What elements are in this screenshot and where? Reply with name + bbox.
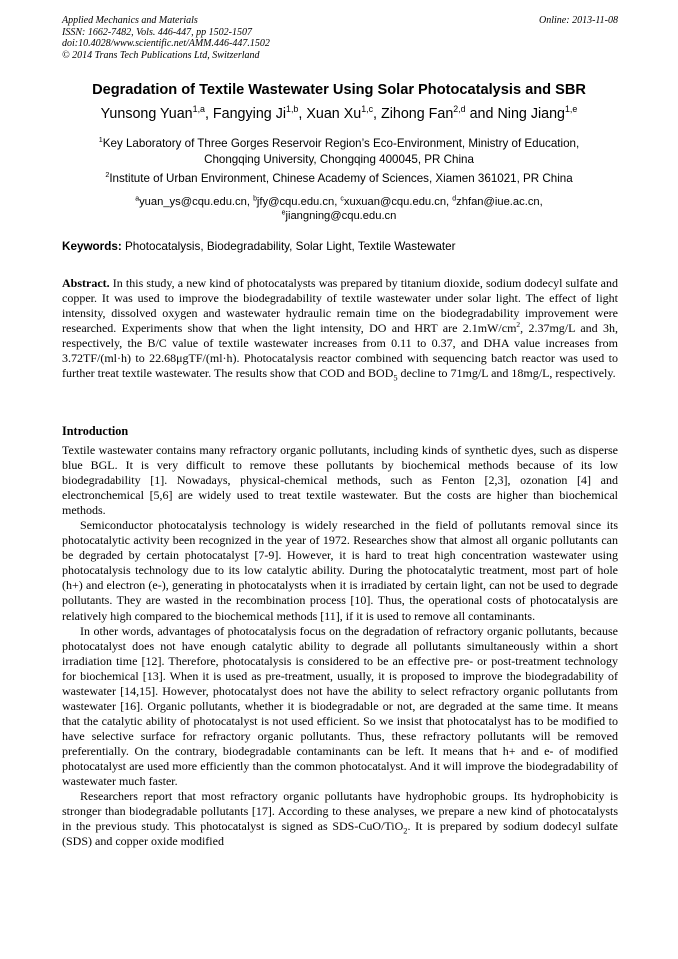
online-date: Online: 2013-11-08 [539,15,618,26]
keywords-label: Keywords: [62,240,122,253]
author-affil-marker: 1,b [286,104,299,115]
author-name: Xuan Xu [306,106,362,122]
abstract [62,276,618,381]
paragraph: In other words, advantages of photocatalysis focus on the degradation of refractory organic pollutants, because photocatalyst does not have enough catalytic ability to degrade all pollutants simultaneously within a short irradiation time [12]. Therefore, photocatalysis is considered to be an effective pre- or post-treatment technology for biochemical [13]. When it is used as pre-treatment, usually, it is proposed to improve the biodegradability of wastewater [14,15]. However, photocatalyst does not have the ability to select refractory organic pollutants from wastewater [16]. Organic pollutants, whether it is biodegradable or not, are degraded at the same time. It means that the catalytic ability of photocatalyst is not used efficient. So we insist that photocatalyst has to be modified to have selective surface for refractory organic pollutants. Thus, these refractory pollutants will be removed preferentially. On the contrary, biodegradable contaminants can be left. It means that h+ and e- of modified photocatalyst are used more efficiently than the common photocatalyst. And it will improve the biodegradability of wastewater much faster. [62,623,618,789]
paragraph: Semiconductor photocatalysis technology is widely researched in the field of pollutants removal since its photocatalytic activity been recognized in the year of 1972. Researches show that almost all organic pollutants can be degraded by certain photocatalyst [7-9]. However, it is hard to treat high concentration wastewater using photocatalysis technology due to its low catalytic ability. During the photocatalytic treatment, most part of hole (h+) and electron (e-), generating in photocatalysts when it is irradiated by certain light, can not be used to degrade pollutants. They are wasted in the recombination process [10]. Thus, the operational costs of photocatalysis are relatively high compared to the biochemical methods [11], if it is used to remove all contaminants. [62,518,618,623]
email-c: xuxuan@cqu.edu.cn, [343,196,453,208]
abstract-label: Abstract. [62,276,110,290]
paragraph-subscript: 2 [403,826,408,836]
author-separator: , [298,106,307,122]
email-d: zhfan@iue.ac.cn, [456,196,543,208]
affiliation-2-text: Institute of Urban Environment, Chinese Academy of Sciences, Xiamen 361021, PR China [109,172,573,185]
author-affil-marker: 1,c [361,104,374,115]
author-affil-marker: 2,d [453,104,466,115]
paragraph: Textile wastewater contains many refractory organic pollutants, including kinds of synthetic dyes, such as disperse blue BGL. It is very difficult to remove these pollutants by biochemical methods because of its low biodegradability [1]. Nowadays, physical-chemical methods, such as Fenton [2,3], ozonation [4] and electronchemical [5,6] are widely used to treat textile wastewater. But the costs are higher than biochemical methods. [62,443,618,518]
author-name: Yunsong Yuan [100,106,193,122]
author-emails [40,195,638,223]
email-marker: b [253,195,257,203]
section-heading-introduction: Introduction [62,424,129,438]
affiliation-2 [40,171,638,187]
paragraph [62,789,618,849]
email-a: yuan_ys@cqu.edu.cn, [139,196,254,208]
issn-line: ISSN: 1662-7482, Vols. 446-447, pp 1502-1507 [62,26,252,38]
abstract-text: In this study, a new kind of photocatalysts was prepared by titanium dioxide, sodium dodecyl sulfate and copper. It was used to improve the biodegradability of textile wastewater under solar light. The effect of light intensity, dissolved oxygen and wastewater hydraulic remain time on the biodegradability improvement were researched. Experiments show that when the light intensity, DO and HRT are 2.1mW/cm [62,276,618,336]
email-marker: e [281,209,286,217]
affiliation-1 [40,136,638,168]
email-b: jfy@cqu.edu.cn, [256,196,341,208]
affiliation-marker: 2 [105,170,110,180]
email-marker: d [452,195,457,203]
journal-name: Applied Mechanics and Materials [62,15,198,26]
introduction-body [62,443,618,849]
author-name: Ning Jiang [497,106,565,122]
abstract-subscript: 5 [393,373,398,383]
paragraph-text: Researchers report that most refractory organic pollutants have hydrophobic groups. Its hydrophobicity is stronger than biodegradable pollutants [17]. According to these analyses, we prepare a new kind of photocatalysts in the previous study. This photocatalyst is signed as SDS-CuO/TiO [62,789,618,834]
paper-title: Degradation of Textile Wastewater Using Solar Photocatalysis and SBR [92,82,586,98]
doi-line: doi:10.4028/www.scientific.net/AMM.446-447.1502 [62,38,270,49]
author-affil-marker: 1,a [192,104,205,115]
copyright-line: © 2014 Trans Tech Publications Ltd, Switzerland [62,49,260,61]
abstract-superscript: 2 [516,320,521,330]
author-name: Zihong Fan [380,106,454,122]
author-separator: , [373,106,381,122]
email-marker: c [340,195,344,203]
abstract-text: , 2.37mg/L and 3h, respectively, the B/C value of textile wastewater increases from 0.11 to 0.37, and DHA value increases from 3.72TF/(ml·h) to 22.68μgTF/(ml·h). Photocatalysis reactor combined with sequencing batch reactor was used to further treat textile wastewater. The results show that COD and BOD [62,321,618,381]
affiliation-1-line-1: Key Laboratory of Three Gorges Reservoir Region’s Eco-Environment, Ministry of Education, [102,137,580,150]
affiliation-marker: 1 [98,135,103,145]
author-separator: and [465,106,498,122]
abstract-text: decline to 71mg/L and 18mg/L, respectively. [397,366,616,381]
journal-header [62,15,618,61]
email-e: jiangning@cqu.edu.cn [285,210,397,222]
keywords-text: Photocatalysis, Biodegradability, Solar Light, Textile Wastewater [121,240,456,253]
email-marker: a [135,195,140,203]
author-affil-marker: 1,e [565,104,578,115]
paragraph-text: . It is prepared by sodium dodecyl sulfate (SDS) and copper oxide modified [62,819,618,849]
author-list [30,106,648,122]
author-name: Fangying Ji [212,106,287,122]
keywords [62,240,618,253]
affiliation-1-line-2: Chongqing University, Chongqing 400045, PR China [204,153,474,166]
author-separator: , [204,106,213,122]
